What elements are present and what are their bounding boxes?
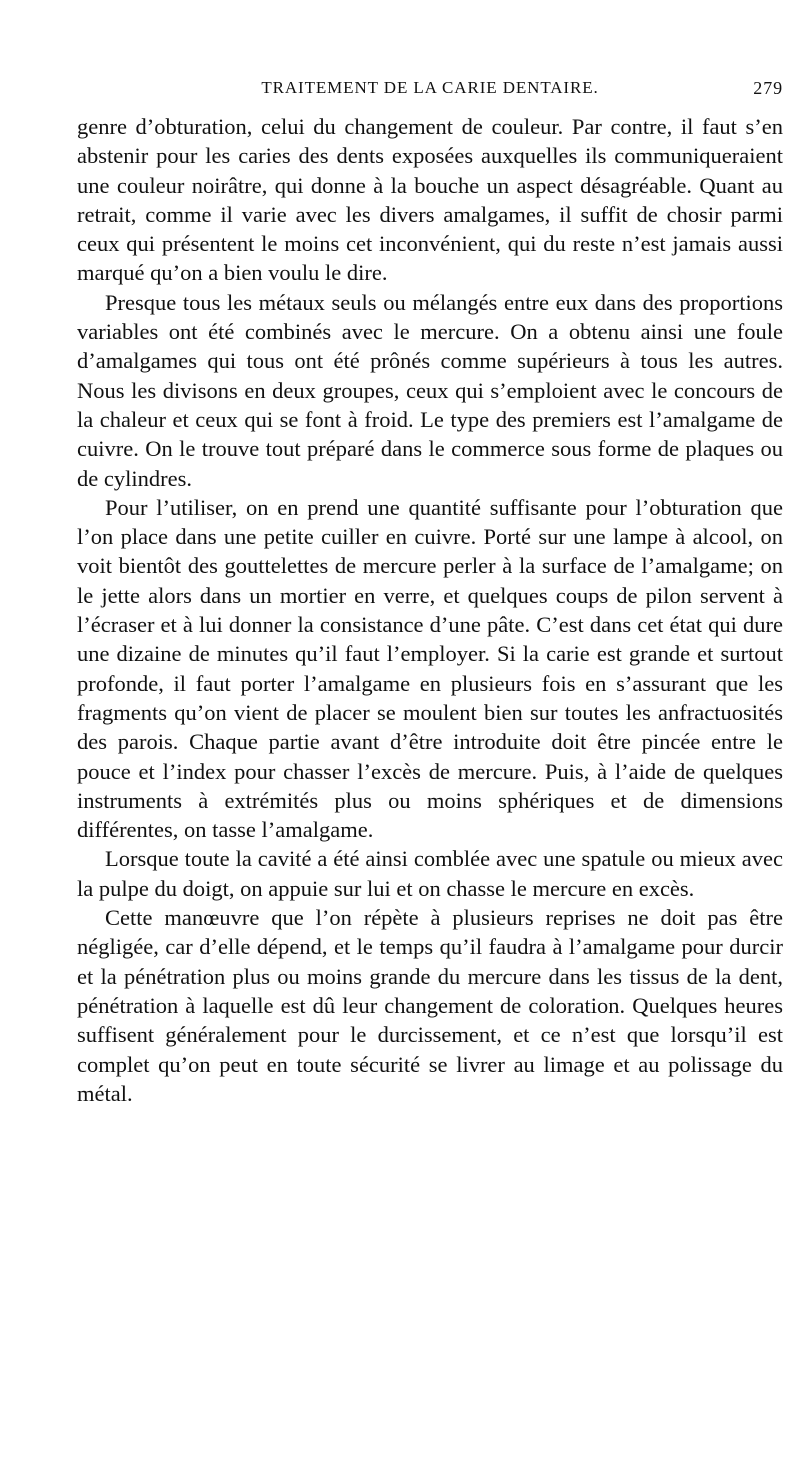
paragraph-hardening: Cette manœuvre que l’on répète à plusieurs reprises ne doit pas être négligée, car d’elle dépend, et le temps qu’il faudra à l’amalgame pour durcir et la pénétration plus ou moins grande du mercure dans les tissus de la dent, pénétration à laquelle est dû leur changement de coloration. Quelques heures suffisent généralement pour le durcissement, et ce n’est que lorsqu’il est complet qu’on peut en toute sécurité se livrer au limage et au polissage du métal. — [77, 905, 783, 1106]
book-page — [77, 74, 783, 1108]
body-text — [77, 112, 783, 1108]
paragraph-cavity-filled: Lorsque toute la cavité a été ainsi comblée avec une spatule ou mieux avec la pulpe du doigt, on appuie sur lui et on chasse le mercure en excès. — [77, 846, 783, 901]
running-title: TRAITEMENT DE LA CARIE DENTAIRE. — [261, 78, 599, 97]
page-number: 279 — [753, 78, 783, 98]
running-header — [77, 74, 783, 108]
paragraph-metals-amalgams: Presque tous les métaux seuls ou mélangés entre eux dans des proportions variables ont été combinés avec le mercure. On a obtenu ainsi une foule d’amalgames qui tous ont été prônés comme supérieurs à tous les autres. Nous les divisons en deux groupes, ceux qui s’emploient avec le concours de la chaleur et ceux qui se font à froid. Le type des premiers est l’amalgame de cuivre. On le trouve tout préparé dans le commerce sous forme de plaques ou de cylindres. — [77, 289, 783, 491]
paragraph-copper-amalgam-use: Pour l’utiliser, on en prend une quantité suffisante pour l’obturation que l’on place dans une petite cuiller en cuivre. Porté sur une lampe à alcool, on voit bientôt des gouttelettes de mercure perler à la surface de l’amalgame; on le jette alors dans un mortier en verre, et quelques coups de pilon servent à l’écraser et à lui donner la consistance d’une pâte. C’est dans cet état qui dure une dizaine de minutes qu’il faut l’employer. Si la carie est grande et surtout profonde, il faut porter l’amalgame en plusieurs fois en s’assurant que les fragments qu’on vient de placer se moulent bien sur toutes les anfractuosités des parois. Chaque partie avant d’être introduite doit être pincée entre le pouce et l’index pour chasser l’excès de mercure. Puis, à l’aide de quelques instruments à extrémités plus ou moins sphériques et de dimensions différentes, on tasse l’amalgame. — [77, 494, 783, 843]
paragraph-continued: genre d’obturation, celui du changement de couleur. Par contre, il faut s’en abstenir pour les caries des dents exposées auxquelles ils communiqueraient une couleur noirâtre, qui donne à la bouche un aspect désagréable. Quant au retrait, comme il varie avec les divers amalgames, il suffit de chosir parmi ceux qui présentent le moins cet inconvénient, qui du reste n’est jamais aussi marqué qu’on a bien voulu le dire. — [77, 114, 783, 286]
